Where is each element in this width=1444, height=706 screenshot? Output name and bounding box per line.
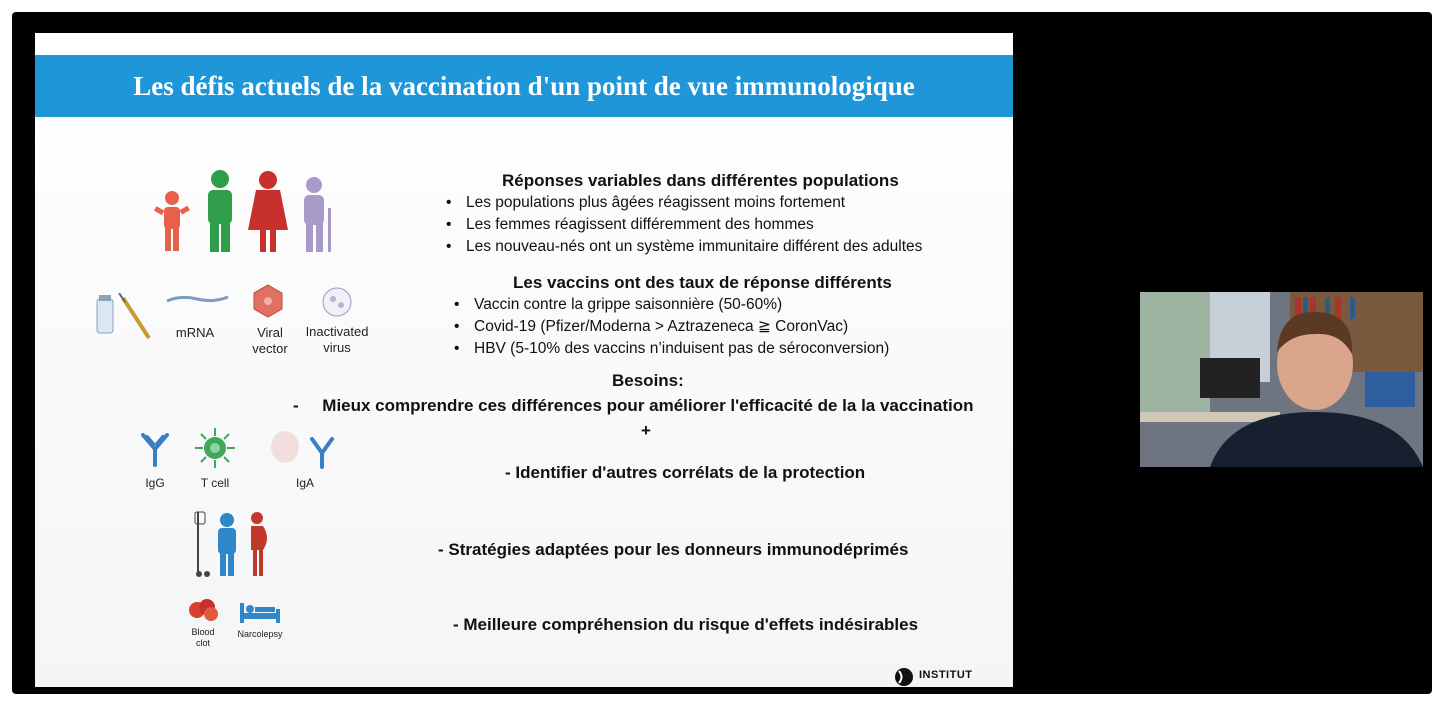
blood-clot-label: Blood clot [191, 627, 215, 648]
section1-bullet: • Les populations plus âgées réagissent moins fortement [442, 192, 922, 214]
needs-heading: Besoins: [612, 371, 684, 390]
tcell-label: T cell [200, 476, 230, 490]
institut-logo-icon [892, 667, 916, 687]
institut-logo-text: INSTITUT [919, 669, 973, 681]
slide-title: Les défis actuels de la vaccination d'un point de vue immunologique [35, 55, 1013, 117]
section2-heading: Les vaccins ont des taux de réponse différents [513, 273, 892, 292]
woman-icon [248, 171, 288, 252]
viral-vector-label: Viral vector [252, 325, 288, 356]
tcell-icon [193, 426, 237, 470]
section2-bullet: • HBV (5-10% des vaccins n’induisent pas de séroconversion) [450, 338, 889, 360]
iga-antibody-icon [267, 431, 339, 471]
viral-vector-icon [248, 281, 288, 321]
man-icon [208, 170, 232, 252]
child-icon [154, 191, 190, 251]
needs-line-4: - Meilleure compréhension du risque d'effets indésirables [453, 615, 919, 634]
mrna-icon [165, 291, 230, 307]
elder-icon [304, 177, 331, 252]
section1-bullet: • Les nouveau-nés ont un système immunitaire différent des adultes [442, 236, 922, 258]
inactivated-virus-icon [320, 285, 354, 319]
needs-line-3: - Stratégies adaptées pour les donneurs immunodéprimés [438, 540, 909, 559]
narcolepsy-bed-icon [238, 599, 282, 625]
people-icons [150, 168, 340, 258]
section2-bullet: • Vaccin contre la grippe saisonnière (50-60%) [450, 294, 889, 316]
igg-label: IgG [145, 476, 165, 490]
presentation-slide [35, 33, 1013, 687]
section2-bullet: • Covid-19 (Pfizer/Moderna > Aztrazeneca ≧ CoronVac) [450, 316, 889, 338]
needs-line-1: - Mieux comprendre ces différences pour améliorer l'efficacité de la la vaccination [293, 396, 974, 415]
blood-clot-icon [187, 597, 221, 623]
narcolepsy-label: Narcolepsy [237, 629, 283, 639]
section1-heading: Réponses variables dans différentes populations [502, 171, 899, 190]
patient-pregnant-icon [193, 508, 273, 578]
section1-bullet: • Les femmes réagissent différemment des hommes [442, 214, 922, 236]
presenter-video-icon [1140, 292, 1423, 467]
mrna-label: mRNA [175, 325, 215, 340]
section2-bullets [450, 294, 889, 360]
iga-label: IgA [295, 476, 314, 490]
inactivated-virus-label: Inactivated virus [305, 324, 369, 355]
presenter-webcam [1140, 292, 1423, 467]
section1-bullets [442, 192, 922, 258]
vial-syringe-icon [93, 293, 153, 343]
needs-line-2: - Identifier d'autres corrélats de la protection [505, 463, 866, 482]
igg-antibody-icon [138, 431, 172, 467]
needs-plus: + [641, 421, 651, 440]
